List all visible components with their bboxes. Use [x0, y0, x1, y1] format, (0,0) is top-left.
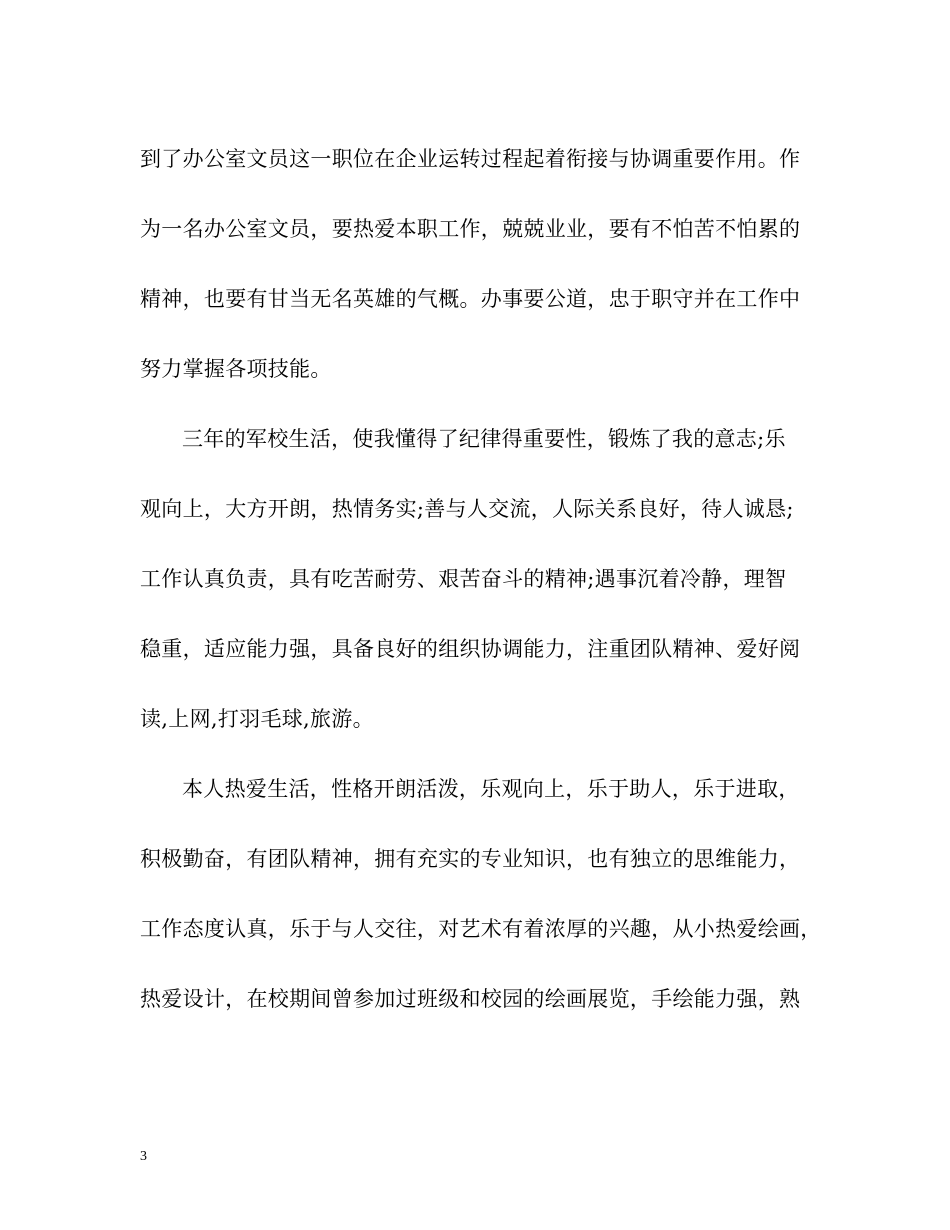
- paragraph-2-line-2: 观向上，大方开朗，热情务实;善与人交流，人际关系良好，待人诚恳;: [140, 497, 794, 521]
- text-line-3: 精神，也要有甘当无名英雄的气概。办事要公道，忠于职守并在工作中: [140, 287, 801, 311]
- paragraph-2-line-5: 读,上网,打羽毛球,旅游。: [140, 707, 374, 731]
- paragraph-2-line-4: 稳重，适应能力强，具备良好的组织协调能力，注重团队精神、爱好阅: [140, 637, 801, 661]
- paragraph-3-line-3: 工作态度认真，乐于与人交往，对艺术有着浓厚的兴趣，从小热爱绘画，: [140, 917, 822, 941]
- page-number: 3: [140, 1149, 147, 1164]
- paragraph-2-line-3: 工作认真负责，具有吃苦耐劳、艰苦奋斗的精神;遇事沉着冷静，理智: [140, 567, 787, 591]
- paragraph-3-line-2: 积极勤奋，有团队精神，拥有充实的专业知识，也有独立的思维能力，: [140, 847, 801, 871]
- paragraph-2-line-1: 三年的军校生活，使我懂得了纪律得重要性，锻炼了我的意志;乐: [182, 427, 786, 451]
- paragraph-3-line-4: 热爱设计，在校期间曾参加过班级和校园的绘画展览，手绘能力强，熟: [140, 987, 801, 1011]
- paragraph-3-line-1: 本人热爱生活，性格开朗活泼，乐观向上，乐于助人，乐于进取，: [182, 777, 800, 801]
- text-line-2: 为一名办公室文员，要热爱本职工作，兢兢业业，要有不怕苦不怕累的: [140, 217, 801, 241]
- text-line-4: 努力掌握各项技能。: [140, 357, 332, 381]
- text-line-1: 到了办公室文员这一职位在企业运转过程起着衔接与协调重要作用。作: [140, 147, 801, 171]
